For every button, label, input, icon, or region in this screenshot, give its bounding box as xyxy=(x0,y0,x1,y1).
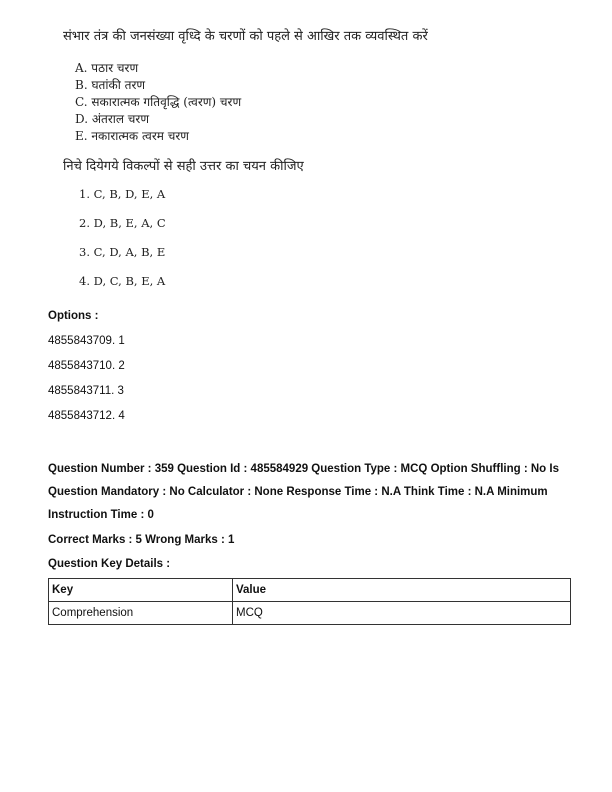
options-heading: Options : xyxy=(48,310,99,322)
key-details-heading: Question Key Details : xyxy=(48,558,171,570)
choice-4: 4. D, C, B, E, A xyxy=(79,274,166,288)
option-id-4: 4855843712. 4 xyxy=(48,410,125,422)
table-header-row xyxy=(49,579,571,602)
marks-line: Correct Marks : 5 Wrong Marks : 1 xyxy=(48,534,235,546)
statement-a: A. पठार चरण xyxy=(75,61,139,75)
option-id-3: 4855843711. 3 xyxy=(48,385,124,397)
choice-2: 2. D, B, E, A, C xyxy=(79,216,166,230)
statement-b: B. घतांकी तरण xyxy=(75,78,146,92)
option-id-1: 4855843709. 1 xyxy=(48,335,125,347)
option-id-2: 4855843710. 2 xyxy=(48,360,125,372)
meta-line-2: Question Mandatory : No Calculator : None Response Time : N.A Think Time : N.A Minimum xyxy=(48,486,548,498)
key-details-table xyxy=(48,578,571,625)
row-value: MCQ xyxy=(233,602,571,625)
instruction-text: निचे दियेगये विकल्पों से सही उत्तर का चयन कीजिए xyxy=(63,159,304,174)
statement-e: E. नकारात्मक त्वरम चरण xyxy=(75,129,189,143)
header-key: Key xyxy=(49,579,233,602)
choice-3: 3. C, D, A, B, E xyxy=(79,245,166,259)
statement-d: D. अंतराल चरण xyxy=(75,112,150,126)
statement-c: C. सकारात्मक गतिवृद्धि (त्वरण) चरण xyxy=(75,95,242,109)
meta-line-3: Instruction Time : 0 xyxy=(48,509,154,521)
meta-line-1: Question Number : 359 Question Id : 485584929 Question Type : MCQ Option Shuffling : No Is xyxy=(48,463,559,475)
table-row xyxy=(49,602,571,625)
row-key: Comprehension xyxy=(49,602,233,625)
question-text: संभार तंत्र की जनसंख्या वृध्दि के चरणों को पहले से आखिर तक व्यवस्थित करें xyxy=(63,29,428,44)
header-value: Value xyxy=(233,579,571,602)
choice-1: 1. C, B, D, E, A xyxy=(79,187,166,201)
